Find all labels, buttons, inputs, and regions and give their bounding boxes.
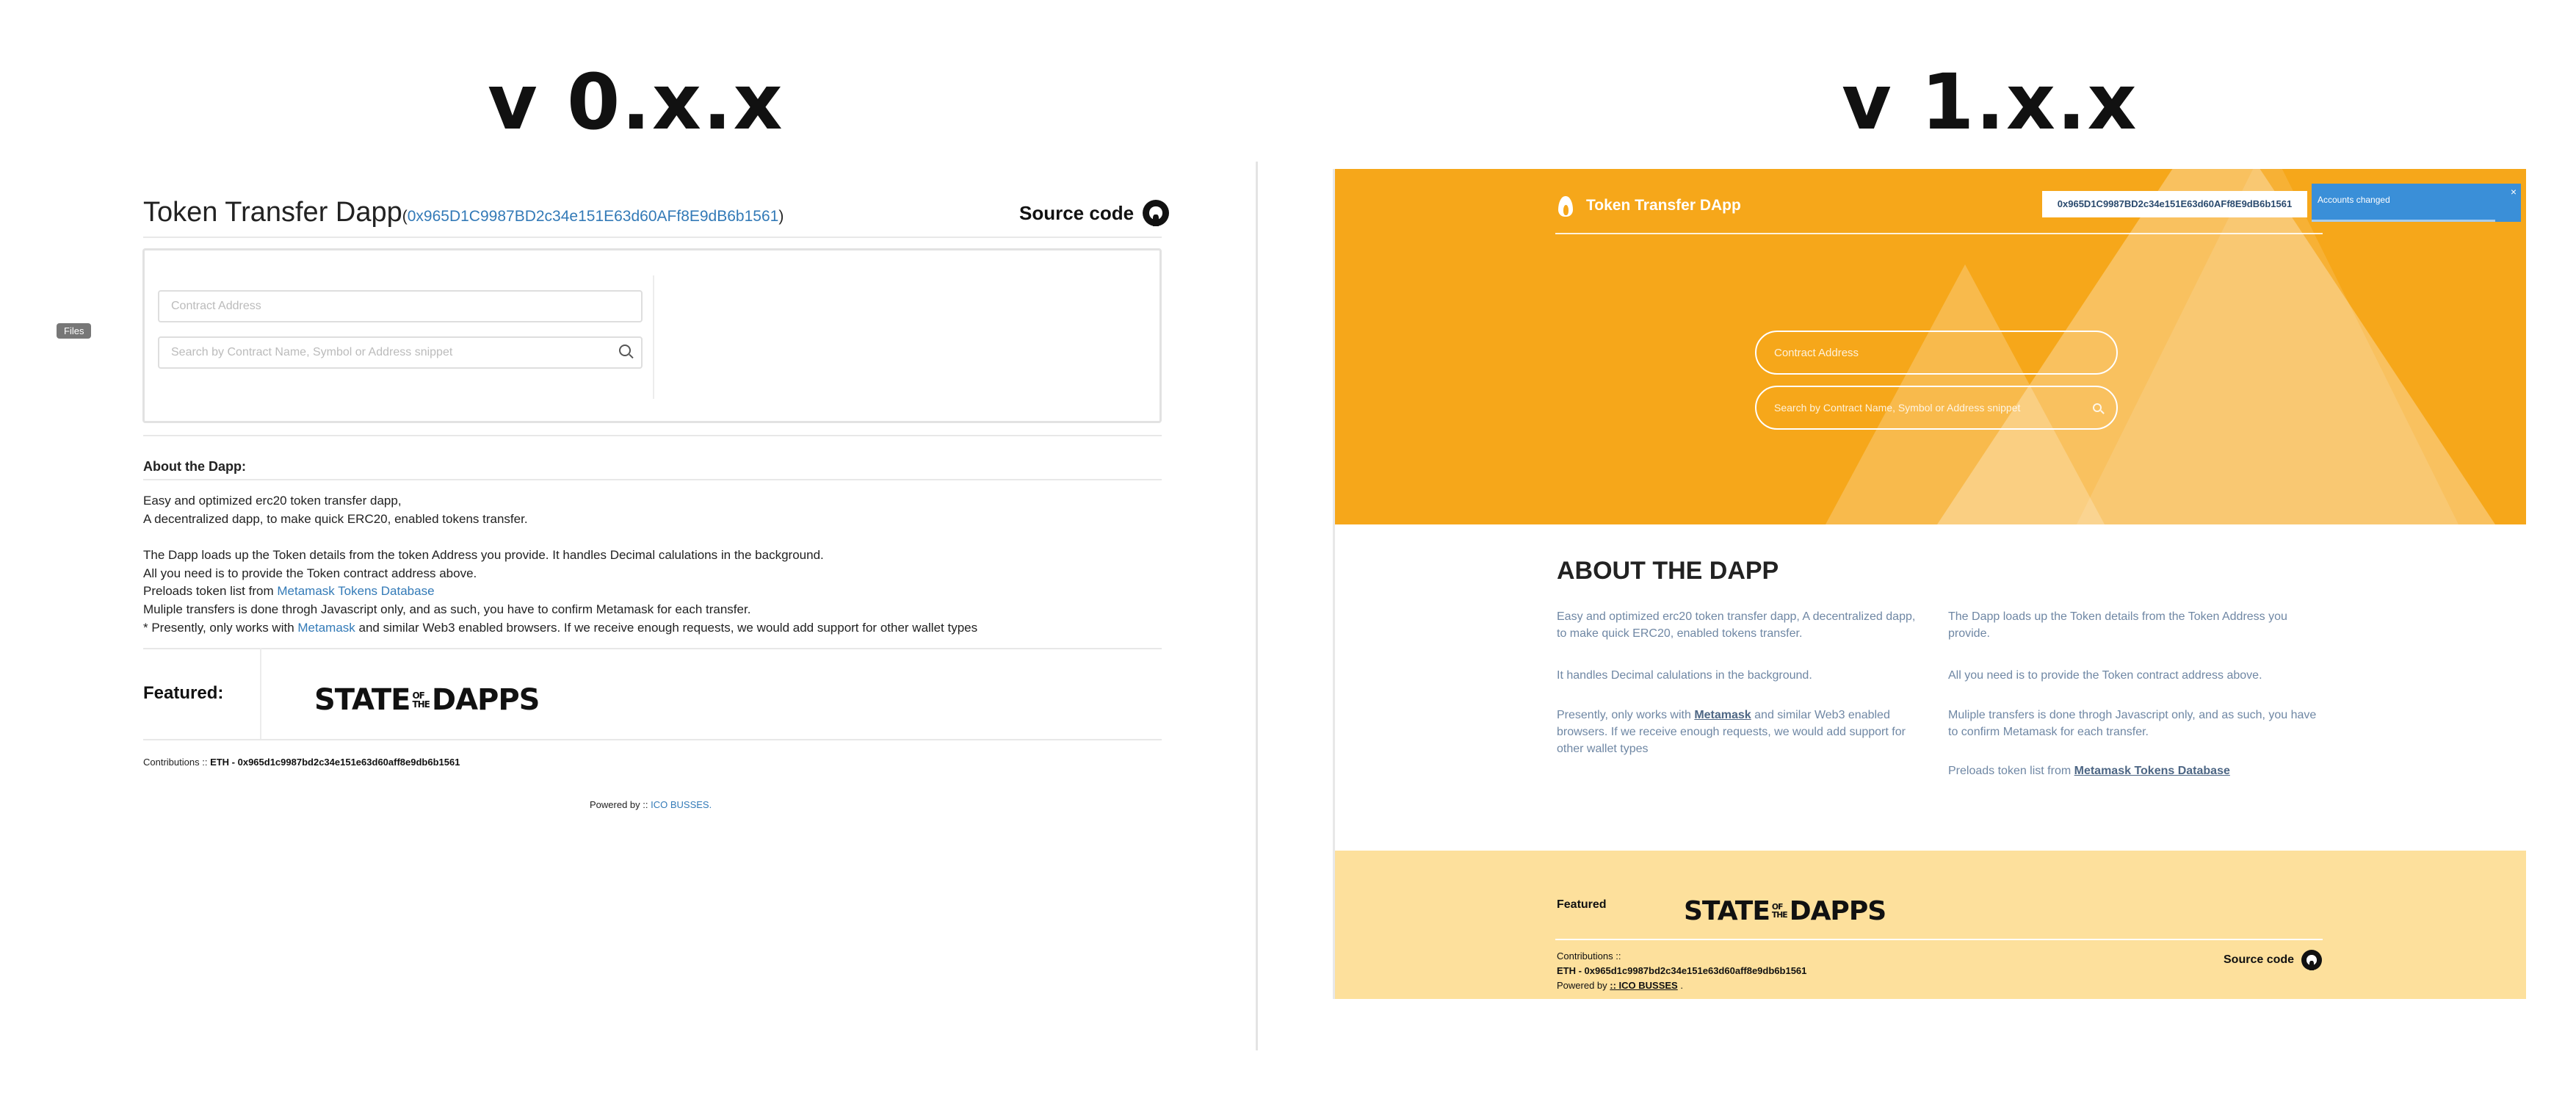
v0-contract-placeholder: Contract Address	[171, 300, 261, 312]
v0-about-line-6: Muliple transfers is done throgh Javascript only, and as such, you have to confirm Metamask for each transfer.	[143, 602, 751, 616]
version-divider	[1256, 162, 1258, 1050]
v0-preload-text: Preloads token list from	[143, 584, 278, 598]
v0-metamask-link[interactable]: Metamask	[297, 621, 355, 635]
v1-token-search-input[interactable]	[1755, 386, 2118, 430]
v1-toast-text: Accounts changed	[2318, 195, 2390, 205]
logo-the: THE	[412, 699, 430, 710]
v1-logo-dapps: DAPPS	[1789, 896, 1886, 926]
v0-featured-separator	[260, 648, 261, 740]
v1-hero	[1335, 169, 2526, 524]
v0-about-line-2: A decentralized dapp, to make quick ERC20, enabled tokens transfer.	[143, 512, 528, 526]
heading-v0: v 0.x.x	[488, 57, 784, 147]
v1-window	[1333, 169, 2526, 999]
v1-state-of-the-dapps-logo[interactable]	[1684, 896, 1886, 926]
v0-title-paren-close: )	[778, 208, 784, 225]
logo-dapps: DAPPS	[431, 683, 540, 717]
v0-featured-top-rule	[143, 648, 1162, 649]
v1-about-p1: Easy and optimized erc20 token transfer dapp, A decentralized dapp, to make quick ERC20, enabled tokens transfer.	[1557, 610, 1916, 640]
v1-powered-by	[1557, 980, 1683, 991]
v1-search-placeholder: Search by Contract Name, Symbol or Address snippet	[1774, 402, 2021, 414]
v0-panel-rule	[143, 435, 1162, 436]
v0-metamask-db-link[interactable]: Metamask Tokens Database	[277, 584, 435, 598]
search-icon[interactable]	[2093, 403, 2102, 412]
v0-header-rule	[143, 237, 1162, 238]
v0-about-rule	[143, 479, 1162, 480]
v1-about-p4: The Dapp loads up the Token details from the Token Address you provide.	[1948, 610, 2287, 640]
v1-logo-of-the	[1772, 903, 1787, 920]
v0-contract-address-input[interactable]	[158, 290, 643, 322]
logo-state: STATE	[314, 683, 410, 717]
v0-ico-busses-link[interactable]: ICO BUSSES	[651, 799, 709, 810]
v0-search-placeholder: Search by Contract Name, Symbol or Address snippet	[171, 346, 453, 358]
v1-web3-text: and similar Web3 enabled browsers. If we receive enough requests, we would add support for other wallet types	[1557, 709, 1906, 755]
v0-search-panel	[142, 248, 1162, 423]
v0-featured-bottom-rule	[143, 739, 1162, 740]
v0-presently-text: * Presently, only works with	[143, 621, 298, 635]
v1-source-code-label: Source code	[2224, 953, 2295, 966]
v0-about-line-3: The Dapp loads up the Token details from the token Address you provide. It handles Decimal calulations in the background.	[143, 548, 824, 562]
v0-title-paren-open: (	[402, 208, 408, 225]
v1-about-p6: Muliple transfers is done throgh Javascript only, and as such, you have to confirm Metamask for each transfer.	[1948, 709, 2317, 738]
v1-about-title: ABOUT THE DAPP	[1557, 557, 1779, 585]
v1-accounts-changed-toast[interactable]	[2312, 184, 2521, 222]
v0-powered-suffix: .	[709, 799, 712, 810]
v1-footer	[1335, 851, 2526, 999]
v0-powered-by	[590, 799, 712, 810]
v0-contrib-prefix: Contributions ::	[143, 757, 208, 768]
v0-about-line-4: All you need is to provide the Token contract address above.	[143, 566, 477, 580]
v1-account-address[interactable]: 0x965D1C9987BD2c34e151E63d60AFf8E9dB6b1561	[2042, 191, 2307, 217]
v1-toast-progress	[2312, 220, 2495, 222]
v1-about-p5: All you need is to provide the Token contract address above.	[1948, 669, 2262, 682]
v1-contract-placeholder: Contract Address	[1774, 347, 1859, 359]
v1-about-p3	[1557, 707, 1924, 757]
v1-contrib-eth: ETH - 0x965d1c9987bd2c34e151e63d60aff8e9db6b1561	[1557, 965, 1807, 976]
search-icon[interactable]	[619, 345, 631, 356]
v1-ico-busses-link[interactable]: :: ICO BUSSES	[1610, 980, 1678, 991]
v1-logo-of: OF	[1771, 901, 1783, 912]
v1-contrib-prefix: Contributions ::	[1557, 950, 1621, 962]
files-badge[interactable]: Files	[57, 323, 91, 339]
v0-page-title	[143, 197, 784, 228]
v1-about-p2: It handles Decimal calulations in the background.	[1557, 669, 1812, 682]
v1-powered-suffix: .	[1677, 980, 1683, 991]
heading-v1: v 1.x.x	[1842, 57, 2138, 147]
v1-about-p7	[1948, 762, 2323, 779]
logo-of-the	[412, 691, 429, 709]
v1-source-code-link[interactable]	[2224, 950, 2322, 970]
close-icon[interactable]: ×	[2510, 186, 2517, 198]
v0-contrib-eth: ETH - 0x965d1c9987bd2c34e151e63d60aff8e9db6b1561	[210, 757, 460, 768]
v0-token-search-input[interactable]	[158, 336, 643, 369]
v1-preload-text: Preloads token list from	[1948, 765, 2074, 777]
v1-logo-state: STATE	[1684, 896, 1770, 926]
flame-icon	[1557, 193, 1574, 218]
logo-of: OF	[412, 690, 424, 701]
github-icon	[1143, 200, 1169, 226]
v1-footer-rule	[1555, 939, 2323, 940]
v0-about-title: About the Dapp:	[143, 459, 246, 474]
v1-presently-text: Presently, only works with	[1557, 709, 1695, 721]
github-icon	[2301, 950, 2322, 970]
state-of-the-dapps-logo[interactable]	[314, 683, 540, 717]
v0-address-link[interactable]: 0x965D1C9987BD2c34e151E63d60AFf8E9dB6b1561	[407, 208, 779, 225]
v0-about-line-7	[143, 621, 977, 635]
v1-featured-label: Featured	[1557, 898, 1607, 911]
v1-logo-the: THE	[1771, 909, 1787, 920]
v0-source-code-link[interactable]	[1019, 200, 1169, 226]
v0-panel-separator	[653, 275, 654, 399]
v0-web3-text: and similar Web3 enabled browsers. If we receive enough requests, we would add support for other wallet types	[355, 621, 978, 635]
v0-about-line-5	[143, 584, 435, 599]
v1-metamask-link[interactable]: Metamask	[1694, 709, 1751, 721]
v0-about-line-1: Easy and optimized erc20 token transfer dapp,	[143, 494, 402, 508]
v1-powered-prefix: Powered by	[1557, 980, 1610, 991]
v0-title-text: Token Transfer Dapp	[143, 197, 402, 228]
v0-source-code-label: Source code	[1019, 201, 1135, 224]
v1-header-rule	[1555, 233, 2323, 234]
hero-triangle-overlay	[2077, 169, 2459, 524]
v0-contributions	[143, 757, 460, 768]
v1-contract-address-input[interactable]	[1755, 331, 2118, 375]
v1-brand-label: Token Transfer DApp	[1586, 197, 1741, 214]
v0-powered-prefix: Powered by ::	[590, 799, 651, 810]
v0-featured-label: Featured:	[143, 683, 224, 703]
v1-metamask-db-link[interactable]: Metamask Tokens Database	[2074, 765, 2230, 777]
v1-brand[interactable]	[1557, 193, 1741, 218]
